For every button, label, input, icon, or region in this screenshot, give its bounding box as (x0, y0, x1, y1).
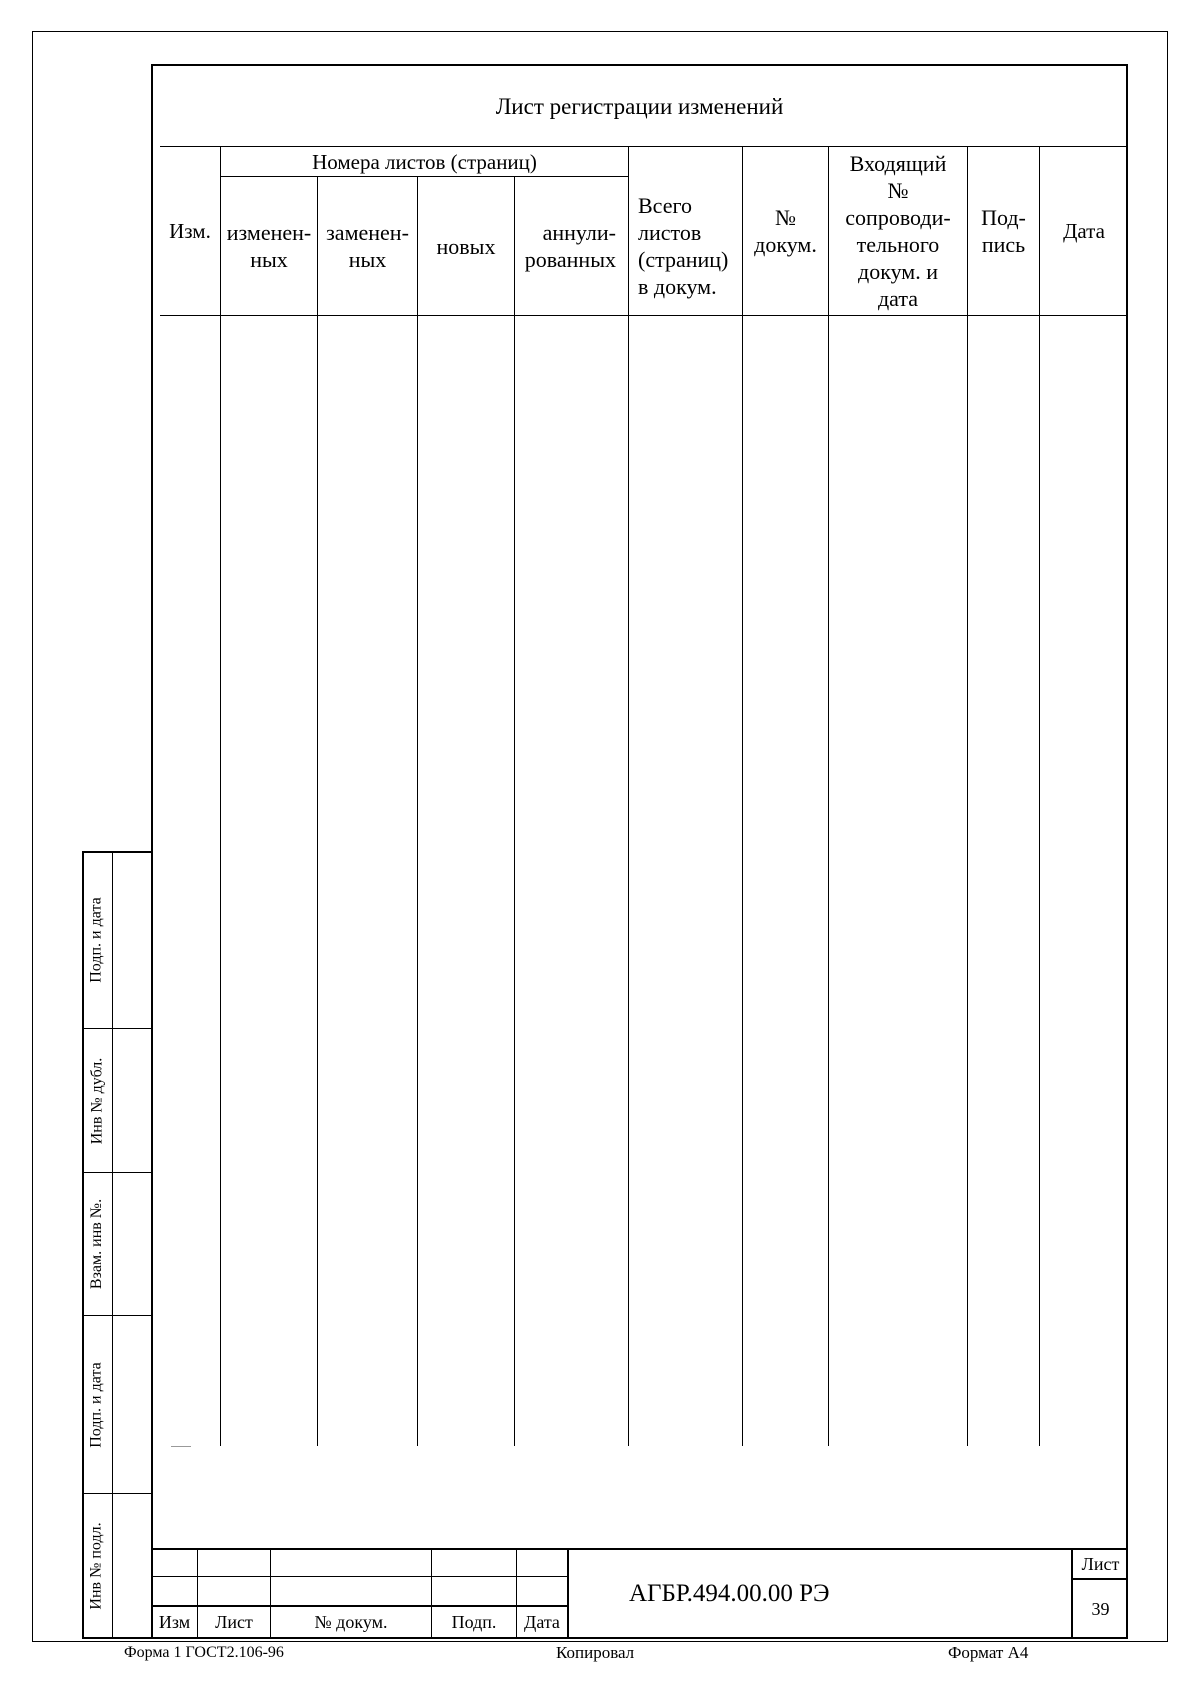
title-block-sign: Подп. (451, 1611, 497, 1632)
title-block-top (151, 1548, 1128, 1550)
sheet-number: 39 (1091, 1598, 1110, 1619)
side-label-sign-date-2: Подп. и дата (88, 1361, 106, 1448)
side-label-orig-inv: Инв № подл. (88, 1522, 106, 1610)
col-line (628, 146, 629, 1446)
title-block-row (151, 1576, 568, 1577)
document-designation: АГБР.494.00.00 РЭ (629, 1580, 830, 1607)
footer-form: Форма 1 ГОСТ2.106-96 (124, 1644, 284, 1661)
side-label-dup-inv: Инв № дубл. (88, 1057, 105, 1144)
sheet-label: Лист (1081, 1553, 1120, 1574)
side-label-sign-date: Подп. и дата (88, 897, 106, 983)
header-group-sheet-numbers: Номера листов (страниц) (312, 149, 537, 174)
col-line (220, 146, 221, 1446)
title-block-col (567, 1548, 569, 1639)
col-line (1039, 146, 1040, 1446)
title-block-izm: Изм (158, 1611, 191, 1632)
header-new: новых (436, 233, 496, 259)
col-line (742, 146, 743, 1446)
header-signature: Под- пись (981, 205, 1026, 257)
title-block-date: Дата (524, 1611, 560, 1632)
header-bottom-line (160, 315, 1128, 316)
header-incoming-doc: Входящий № сопроводи- тельного докум. и дата (845, 151, 951, 311)
col-line (967, 146, 968, 1446)
header-total-sheets: Всего листов (страниц) в докум. (638, 193, 729, 299)
header-changed: изменен- ных (226, 220, 312, 272)
footer-copied: Копировал (556, 1643, 635, 1662)
table-end-mark (171, 1446, 191, 1447)
header-replaced: заменен- ных (326, 220, 409, 272)
side-divider (112, 851, 113, 1639)
col-line (828, 146, 829, 1446)
footer-format: Формат А4 (948, 1643, 1029, 1662)
side-label-replace-inv: Взам. инв №. (88, 1198, 106, 1290)
header-doc-number: № докум. (754, 205, 817, 257)
col-line (417, 176, 418, 1446)
header-date: Дата (1063, 218, 1105, 243)
header-izm: Изм. (169, 218, 211, 243)
col-line (514, 176, 515, 1446)
col-line (317, 176, 318, 1446)
header-annulled: аннули- рованных (524, 220, 616, 272)
title-block-list: Лист (215, 1611, 253, 1632)
title-block-doc-number: № докум. (314, 1611, 388, 1632)
page-title: Лист регистрации изменений (495, 94, 784, 119)
